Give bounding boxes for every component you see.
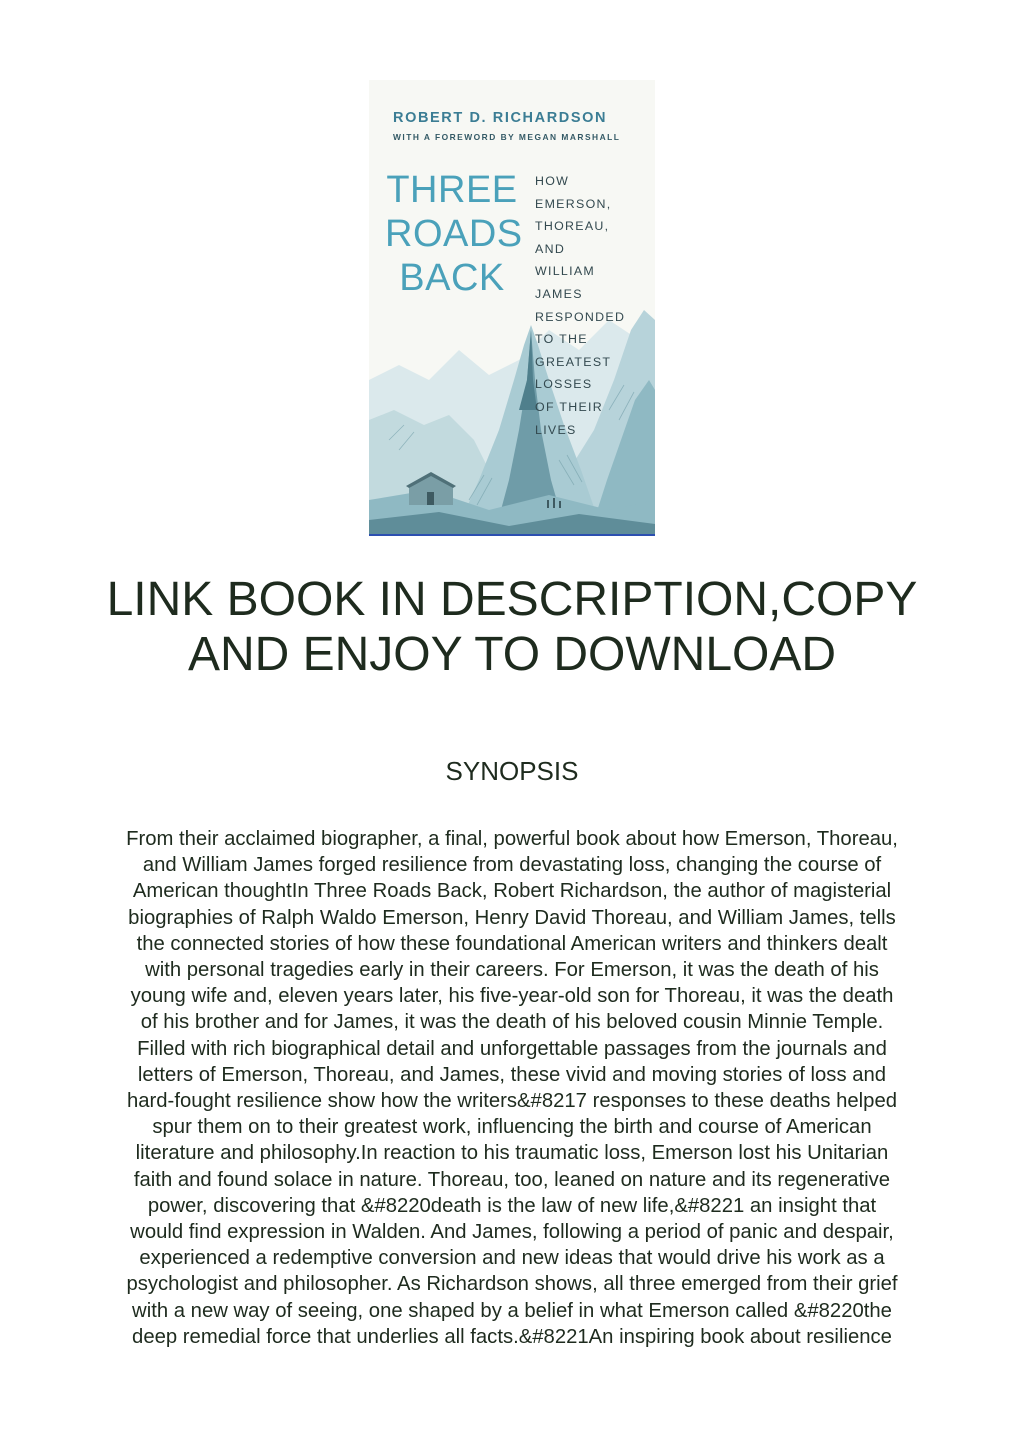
cover-subtitle-line: THOREAU, [535,219,610,234]
synopsis-line: Filled with rich biographical detail and unforgettable passages from the journals and [137,1037,887,1060]
cover-subtitle-line: EMERSON, [535,196,612,211]
cover-title-line: BACK [399,257,505,299]
synopsis-line: the connected stories of how these foundational American writers and thinkers dealt [136,932,888,955]
synopsis-line: with personal tragedies early in their careers. For Emerson, it was the death of his [145,959,879,982]
cover-subtitle-line: GREATEST [535,354,612,369]
cover-title [385,168,523,300]
cover-subtitle-line: OF THEIR [535,399,603,414]
book-cover [369,80,655,536]
synopsis-body [40,826,984,1350]
synopsis-line: would find expression in Walden. And James, following a period of panic and despair, [130,1221,894,1244]
cover-title-line: ROADS [385,213,523,255]
synopsis-line: psychologist and philosopher. As Richardson shows, all three emerged from their grief [126,1273,898,1296]
synopsis-line: spur them on to their greatest work, influencing the birth and course of American [152,1116,872,1139]
synopsis-line: power, discovering that &#8220death is the law of new life,&#8221 an insight that [147,1194,877,1217]
synopsis-line: hard-fought resilience show how the writers&#8217 responses to these deaths helped [126,1090,898,1113]
synopsis-line: biographies of Ralph Waldo Emerson, Henry David Thoreau, and William James, tells [128,906,896,929]
cover-subtitle-line: LOSSES [535,377,593,392]
cover-title-line: THREE [386,169,518,211]
cover-subtitle-line: RESPONDED [535,309,626,324]
synopsis-line: literature and philosophy.In reaction to his traumatic loss, Emerson lost his Unitarian [135,1142,889,1165]
synopsis-line: and William James forged resilience from devastating loss, changing the course of [142,854,882,877]
cover-author: ROBERT D. RICHARDSON [393,110,608,126]
synopsis-line: faith and found solace in nature. Thoreau, too, leaned on nature and its regenerative [133,1168,891,1191]
cover-subtitle-line: LIVES [535,422,577,437]
cover-foreword: WITH A FOREWORD BY MEGAN MARSHALL [393,132,621,142]
synopsis-line: letters of Emerson, Thoreau, and James, these vivid and moving stories of loss and [137,1063,887,1086]
synopsis-line: of his brother and for James, it was the death of his beloved cousin Minnie Temple. [140,1011,884,1034]
synopsis-heading: SYNOPSIS [445,756,579,786]
synopsis-line: with a new way of seeing, one shaped by a belief in what Emerson called &#8220the [132,1299,892,1322]
cover-subtitle-line: JAMES [535,286,583,301]
headline-line: AND ENJOY TO DOWNLOAD [187,628,837,681]
synopsis-line: deep remedial force that underlies all facts.&#8221An inspiring book about resilience [132,1325,892,1348]
synopsis-line: American thoughtIn Three Roads Back, Robert Richardson, the author of magisterial [132,880,892,903]
synopsis-line: experienced a redemptive conversion and new ideas that would drive his work as a [139,1247,885,1270]
cover-subtitle-line: AND [535,241,566,256]
cover-subtitle-line: TO THE [535,332,588,347]
synopsis-line: young wife and, eleven years later, his five-year-old son for Thoreau, it was the death [130,985,894,1008]
cover-subtitle-line: WILLIAM [535,264,596,279]
cover-subtitle-line: HOW [535,174,570,188]
cover-subtitle [535,170,647,441]
synopsis-line: From their acclaimed biographer, a final, powerful book about how Emerson, Thoreau, [126,828,898,850]
headline-line: LINK BOOK IN DESCRIPTION,COPY [106,573,918,626]
headline [0,572,1024,682]
